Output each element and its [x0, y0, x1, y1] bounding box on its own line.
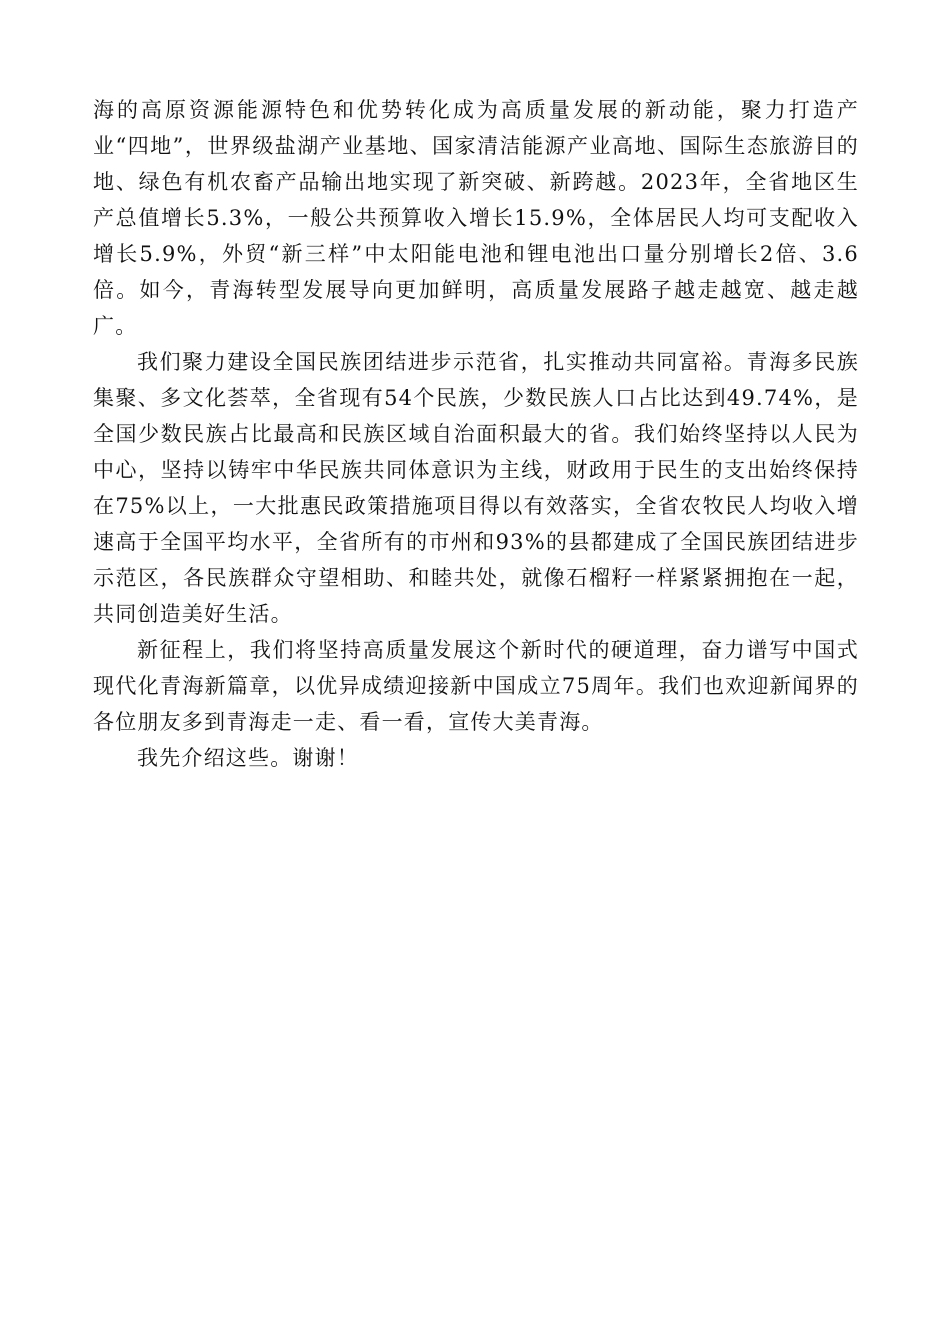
- paragraph-continuation: 海的高原资源能源特色和优势转化成为高质量发展的新动能，聚力打造产业“四地”，世界级盐湖产业基地、国家清洁能源产业高地、国际生态旅游目的地、绿色有机农畜产品输出地实现了新突破、新跨越。2023年，全省地区生产总值增长5.3%，一般公共预算收入增长15.9%，全体居民人均可支配收入增长5.9%，外贸“新三样”中太阳能电池和锂电池出口量分别增长2倍、3.6倍。如今，青海转型发展导向更加鲜明，高质量发展路子越走越宽、越走越广。: [93, 98, 859, 338]
- paragraph-ethnic-unity: 我们聚力建设全国民族团结进步示范省，扎实推动共同富裕。青海多民族集聚、多文化荟萃，全省现有54个民族，少数民族人口占比达到49.74%，是全国少数民族占比最高和民族区域自治面积最大的省。我们始终坚持以人民为中心，坚持以铸牢中华民族共同体意识为主线，财政用于民生的支出始终保持在75%以上，一大批惠民政策措施项目得以有效落实，全省农牧民人均收入增速高于全国平均水平，全省所有的市州和93%的县都建成了全国民族团结进步示范区，各民族群众守望相助、和睦共处，就像石榴籽一样紧紧拥抱在一起，共同创造美好生活。: [93, 350, 859, 626]
- document-body: [93, 92, 859, 776]
- paragraph-new-journey: 新征程上，我们将坚持高质量发展这个新时代的硬道理，奋力谱写中国式现代化青海新篇章，以优异成绩迎接新中国成立75周年。我们也欢迎新闻界的各位朋友多到青海走一走、看一看，宣传大美青海。: [93, 638, 859, 734]
- paragraph-closing: 我先介绍这些。谢谢！: [137, 746, 359, 770]
